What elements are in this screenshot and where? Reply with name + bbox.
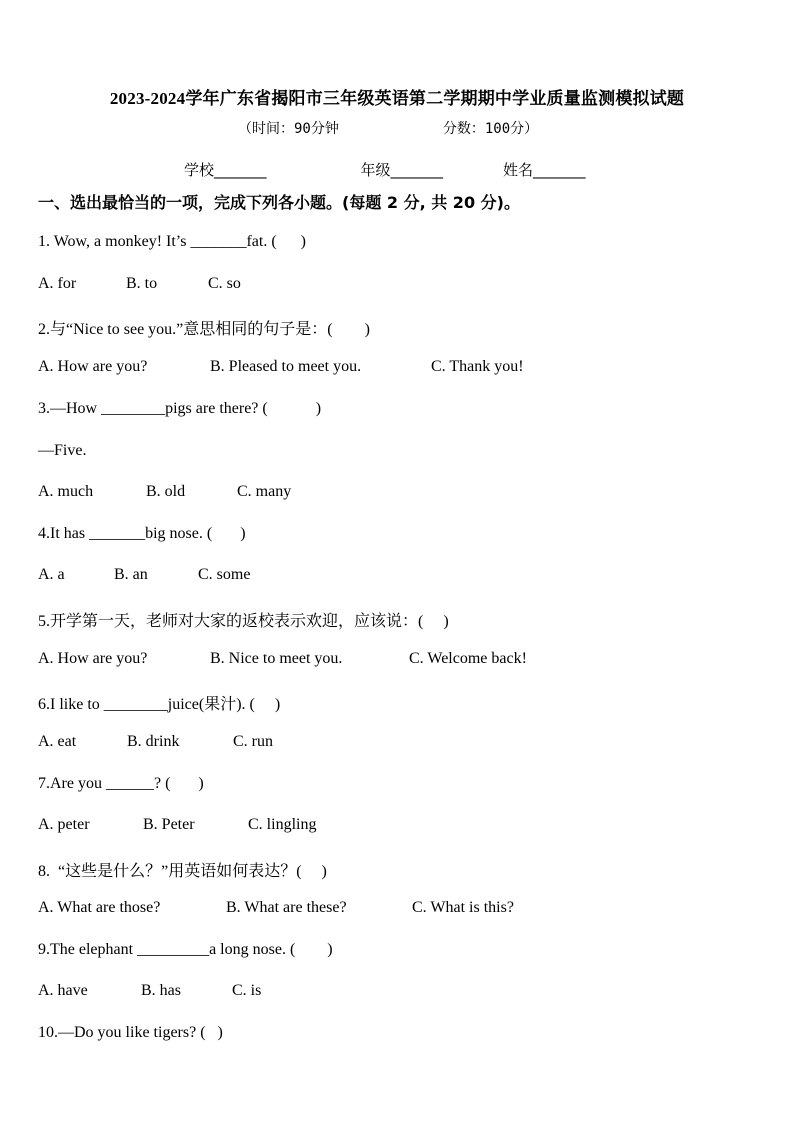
option-a[interactable]: A. How are you? — [38, 358, 148, 375]
option-c[interactable]: C. some — [198, 566, 251, 583]
option-c[interactable]: C. lingling — [248, 816, 317, 833]
option-c[interactable]: C. What is this? — [412, 899, 514, 916]
options-4 — [38, 566, 250, 584]
options-8 — [38, 899, 514, 917]
option-c[interactable]: C. so — [208, 275, 241, 292]
option-c[interactable]: C. is — [232, 982, 262, 999]
options-9 — [38, 982, 261, 1000]
question-10: 10.—Do you like tigers? ( ) — [38, 1024, 223, 1041]
question-5: 5.开学第一天，老师对大家的返校表示欢迎，应该说：( ) — [38, 613, 449, 630]
question-8: 8. “这些是什么？”用英语如何表达？( ) — [38, 863, 327, 880]
question-3-answer-line: —Five. — [38, 442, 87, 459]
option-b[interactable]: B. an — [114, 566, 148, 583]
option-c[interactable]: C. many — [237, 483, 292, 500]
student-info-fields — [184, 159, 586, 180]
question-3: 3.—How ________pigs are there? ( ) — [38, 400, 322, 417]
option-a[interactable]: A. How are you? — [38, 650, 148, 667]
question-1: 1. Wow, a monkey! It’s _______fat. ( ) — [38, 233, 306, 250]
option-a[interactable]: A. much — [38, 483, 94, 500]
option-c[interactable]: C. Thank you! — [431, 358, 524, 375]
name-field[interactable]: 姓名_______ — [503, 161, 586, 179]
option-c[interactable]: C. run — [233, 733, 273, 750]
exam-score: 分数：100分） — [442, 121, 539, 137]
option-b[interactable]: B. Peter — [143, 816, 195, 833]
option-a[interactable]: A. What are those? — [38, 899, 161, 916]
option-a[interactable]: A. eat — [38, 733, 77, 750]
options-5 — [38, 650, 527, 668]
options-1 — [38, 275, 241, 293]
options-3 — [38, 483, 291, 501]
option-b[interactable]: B. drink — [127, 733, 180, 750]
options-2 — [38, 358, 524, 376]
option-b[interactable]: B. has — [141, 982, 181, 999]
option-a[interactable]: A. have — [38, 982, 88, 999]
option-b[interactable]: B. Pleased to meet you. — [210, 358, 362, 375]
school-field[interactable]: 学校_______ — [184, 161, 267, 179]
option-b[interactable]: B. Nice to meet you. — [210, 650, 343, 667]
option-b[interactable]: B. old — [146, 483, 186, 500]
question-4: 4.It has _______big nose. ( ) — [38, 525, 246, 542]
question-2: 2.与“Nice to see you.”意思相同的句子是：( ) — [38, 321, 370, 338]
exam-title: 2023-2024学年广东省揭阳市三年级英语第二学期期中学业质量监测模拟试题 — [109, 89, 685, 108]
grade-field[interactable]: 年级_______ — [360, 161, 444, 179]
exam-info-line — [238, 118, 538, 138]
question-7: 7.Are you ______? ( ) — [38, 775, 204, 792]
option-b[interactable]: B. to — [126, 275, 158, 292]
options-7 — [38, 816, 316, 834]
option-a[interactable]: A. for — [38, 275, 77, 292]
question-9: 9.The elephant _________a long nose. ( ) — [38, 941, 333, 958]
question-6: 6.I like to ________juice(果汁). ( ) — [38, 696, 281, 713]
option-a[interactable]: A. a — [38, 566, 65, 583]
options-6 — [38, 733, 273, 751]
section-heading: 一、选出最恰当的一项，完成下列各小题。(每题 2 分, 共 20 分)。 — [38, 193, 520, 212]
option-a[interactable]: A. peter — [38, 816, 90, 833]
exam-time: （时间：90分钟 — [238, 121, 339, 137]
option-b[interactable]: B. What are these? — [226, 899, 347, 916]
option-c[interactable]: C. Welcome back! — [409, 650, 527, 667]
